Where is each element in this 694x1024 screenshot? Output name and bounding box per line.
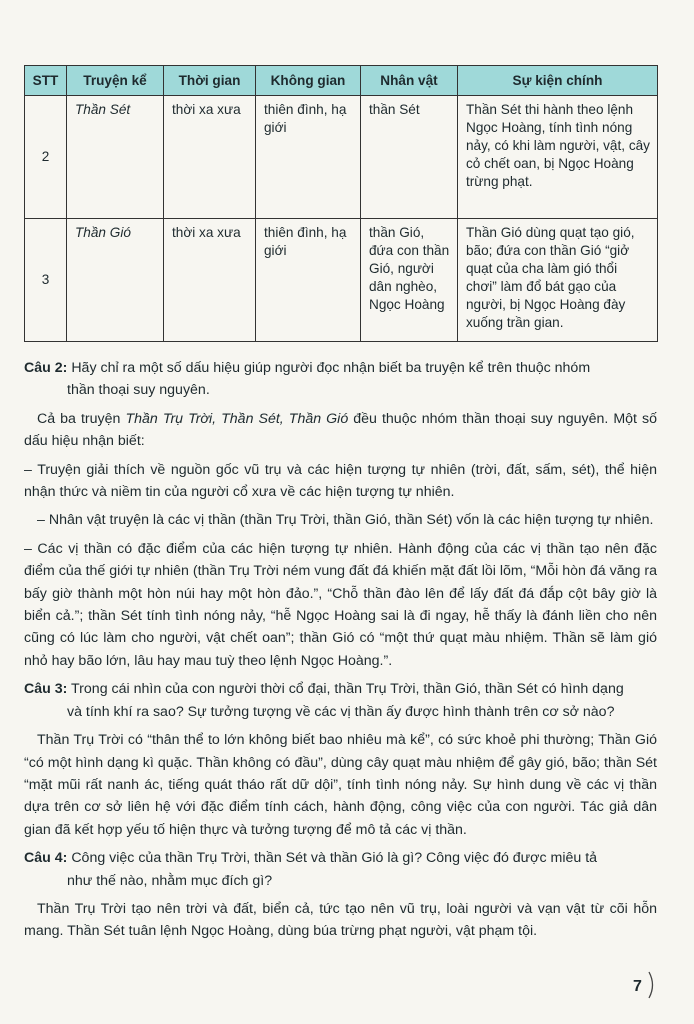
answer-paragraph	[24, 408, 657, 453]
bullet-item: – Các vị thần có đặc điểm của các hiện tượng tự nhiên. Hành động của các vị thần tạo nên đặc điểm của thế giới tự nhiên (thần Trụ Trời ném vung đất đá khiến mặt đất lồi lõm, “Mỗi hòn đá văng ra bấy giờ thành một hòn núi hay một hòn đảo.”, “Chỗ thần đào lên để lấy đất đá đắp cột bây giờ là biển cả.”; thần Sét tính tình nóng nảy, “hễ Ngọc Hoàng sai là đi ngay, hễ thấy là đánh liền cho nên cũng có lúc làm cho người, vật chết oan”; thần Gió có “một thứ quạt màu nhiệm. Thần sẽ làm gió nhỏ hay bão lớn, lâu hay mau tuỳ theo lệnh Ngọc Hoàng.”.	[24, 540, 657, 669]
story-titles: Thần Trụ Trời, Thần Sét, Thần Gió	[125, 410, 349, 427]
bullet-item: – Nhân vật truyện là các vị thần (thần Trụ Trời, thần Gió, thần Sét) vốn là các hiện tượng tự nhiên.	[37, 512, 654, 529]
header-characters: Nhân vật	[361, 66, 458, 96]
answer-text: Cả ba truyện	[37, 410, 126, 427]
cell-events: Thần Sét thi hành theo lệnh Ngọc Hoàng, tính tình nóng nảy, có khi làm người, vật, cây cỏ chết oan, bị Ngọc Hoàng trừng phạt.	[458, 96, 658, 219]
question-label: Câu 2:	[24, 360, 68, 376]
page-bracket-icon	[648, 971, 657, 999]
answer-paragraph: Thần Trụ Trời tạo nên trời và đất, biển cả, tức tạo nên vũ trụ, loài người và vạn vật từ cõi hỗn mang. Thần Sét tuân lệnh Ngọc Hoàng, dùng búa trừng phạt người, vật phạm tội.	[24, 900, 657, 940]
cell-stt: 3	[25, 219, 67, 342]
story-summary-table	[24, 65, 658, 342]
cell-time: thời xa xưa	[164, 96, 256, 219]
cell-space: thiên đình, hạ giới	[256, 96, 361, 219]
cell-story: Thần Sét	[67, 96, 164, 219]
cell-stt: 2	[25, 96, 67, 219]
bullet-item: – Truyện giải thích về nguồn gốc vũ trụ và các hiện tượng tự nhiên (trời, đất, sấm, sét), thể hiện nhận thức và niềm tin của người cổ xưa về các hiện tượng tự nhiên.	[24, 461, 657, 501]
question-text-continued: và tính khí ra sao? Sự tưởng tượng về các vị thần ấy được hình thành trên cơ sở nào?	[67, 703, 615, 720]
cell-space: thiên đình, hạ giới	[256, 219, 361, 342]
header-stt: STT	[25, 66, 67, 96]
main-content	[24, 357, 657, 949]
header-time: Thời gian	[164, 66, 256, 96]
table-row	[25, 219, 658, 342]
question-4	[24, 847, 657, 892]
question-text: Công việc của thần Trụ Trời, thần Sét và thần Gió là gì? Công việc đó được miêu tả	[71, 850, 598, 867]
cell-time: thời xa xưa	[164, 219, 256, 342]
cell-characters: thần Sét	[361, 96, 458, 219]
cell-characters: thần Gió, đứa con thần Gió, người dân nghèo, Ngọc Hoàng	[361, 219, 458, 342]
question-text-continued: như thế nào, nhằm mục đích gì?	[67, 872, 273, 889]
answer-paragraph: Thần Trụ Trời có “thân thể to lớn không biết bao nhiêu mà kể”, có sức khoẻ phi thường; Thần Gió “có một hình dạng kì quặc. Thần không có đầu”, dùng cây quạt màu nhiệm để gây gió, bão; thần Sét “mặt mũi rất nanh ác, tiếng quát tháo rất dữ dội”, tính tình nóng nảy. Sự hình dung về các vị thần dựa trên cơ sở liên hệ với đặc điểm tính cách, hành động, công việc của con người. Tác giả dân gian đã kết hợp yếu tố hiện thực và tưởng tượng để mô tả các vị thần.	[24, 732, 657, 838]
table-header-row	[25, 66, 658, 96]
page-number: 7	[633, 978, 642, 995]
question-3	[24, 678, 657, 723]
question-label: Câu 4:	[24, 850, 68, 867]
question-text: Trong cái nhìn của con người thời cổ đại, thần Trụ Trời, thần Gió, thần Sét có hình dạng	[71, 681, 624, 698]
question-2	[24, 357, 657, 402]
answer-text: đều thuộc nhóm thần thoại suy nguyên. Một số dấu hiệu nhận biết:	[24, 410, 657, 450]
header-space: Không gian	[256, 66, 361, 96]
question-text: Hãy chỉ ra một số dấu hiệu giúp người đọc nhận biết ba truyện kể trên thuộc nhóm	[71, 360, 591, 376]
cell-story: Thần Gió	[67, 219, 164, 342]
cell-events: Thần Gió dùng quạt tạo gió, bão; đứa con thần Gió “giở quạt của cha làm gió thổi chơi” làm đổ bát gạo của người, bị Ngọc Hoàng đày xuống trần gian.	[458, 219, 658, 342]
header-story: Truyện kể	[67, 66, 164, 96]
question-label: Câu 3:	[24, 681, 68, 698]
question-text-continued: thần thoại suy nguyên.	[67, 382, 210, 399]
table-row	[25, 96, 658, 219]
header-events: Sự kiện chính	[458, 66, 658, 96]
